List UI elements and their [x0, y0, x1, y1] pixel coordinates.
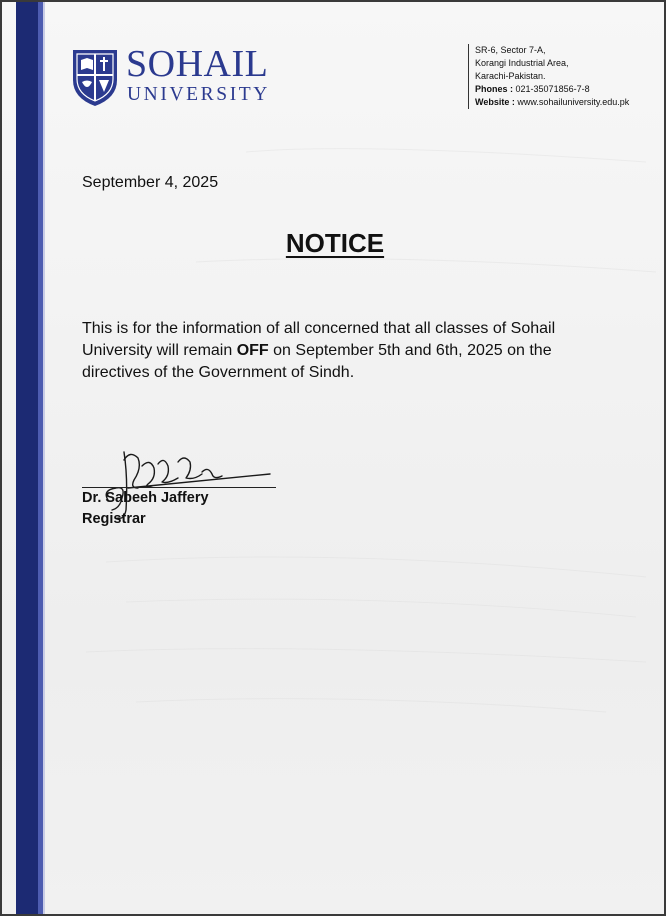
address-line: Korangi Industrial Area,: [475, 58, 569, 68]
left-border-stripe: [16, 2, 38, 914]
notice-date: September 4, 2025: [82, 174, 219, 191]
address-line: Karachi-Pakistan.: [475, 71, 546, 81]
notice-page: [2, 2, 664, 914]
body-line-1: This is for the information of all concerned that all classes of Sohail: [82, 320, 556, 337]
website-line: [475, 96, 629, 109]
website-value: www.sohailuniversity.edu.pk: [517, 97, 630, 107]
body-line-2-end: on September 5th and 6th, 2025 on the: [268, 342, 552, 359]
phones-value: 021-35071856-7-8: [515, 84, 590, 94]
website-label: Website :: [475, 97, 515, 107]
address-block: [468, 44, 629, 109]
notice-body: [82, 318, 602, 384]
signatory-name: Dr. Sabeeh Jaffery: [82, 490, 209, 506]
university-name: SOHAIL: [126, 43, 269, 85]
university-crest-icon: [70, 46, 120, 108]
body-line-3: directives of the Government of Sindh.: [82, 364, 355, 381]
university-logo: [70, 44, 270, 110]
university-subtitle: UNIVERSITY: [127, 84, 270, 105]
address-line: SR-6, Sector 7-A,: [475, 45, 546, 55]
signature-line: [82, 487, 276, 488]
signatory-title: Registrar: [82, 511, 146, 527]
phones-line: [475, 83, 629, 96]
phones-label: Phones :: [475, 84, 514, 94]
notice-title: NOTICE: [285, 228, 385, 258]
left-border-edge: [43, 2, 45, 914]
body-off-emphasis: OFF: [236, 342, 269, 359]
body-line-2-start: University will remain: [82, 342, 237, 359]
body-line-2: [82, 340, 602, 362]
